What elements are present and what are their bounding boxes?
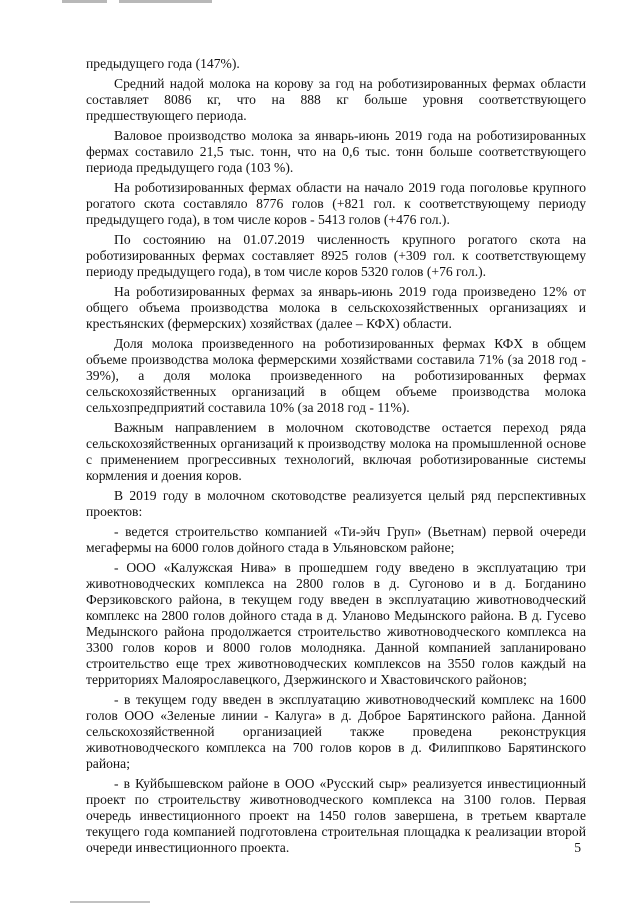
list-item-th-group: - ведется строительство компанией «Ти-эйч Груп» (Вьетнам) первой очереди мегафермы на 6000 голов дойного стада в Ульяновском районе; bbox=[86, 524, 586, 555]
paragraph-production-share: На роботизированных фермах за январь-июнь 2019 года произведено 12% от общего объема производства молока в сельскохозяйственных организациях и крестьянских (фермерских) хозяйствах (далее – КФХ) области. bbox=[86, 284, 586, 331]
paragraph-kfh-share: Доля молока произведенного на роботизированных фермах КФХ в общем объеме производства молока фермерскими хозяйствами составила 71% (за 2018 год - 39%), а доля молока произведенного на роботизированных фермах сельскохозяйственных организаций в общем объеме производства молока сельхозпредприятий составила 10% (за 2018 год - 11%). bbox=[86, 336, 586, 415]
paragraph-gross-production: Валовое производство молока за январь-июнь 2019 года на роботизированных фермах составило 21,5 тыс. тонн, что на 0,6 тыс. тонн больше соответствующего периода предыдущего года (103 %). bbox=[86, 128, 586, 175]
list-item-russkiy-syr: - в Куйбышевском районе в ООО «Русский сыр» реализуется инвестиционный проект по строительству животноводческого комплекса на 3100 голов. Первая очередь инвестиционного проект на 1450 голов завершена, в третьем квартале текущего года компанией подготовлена строительная площадка к реализации второй очереди инвестиционного проекта. bbox=[86, 776, 586, 855]
document-body bbox=[86, 56, 586, 860]
paragraph-continuation: предыдущего года (147%). bbox=[86, 56, 240, 71]
scan-artifact-bottom bbox=[70, 901, 150, 903]
page-number: 5 bbox=[574, 840, 581, 855]
paragraph-important-direction: Важным направлением в молочном скотоводстве остается переход ряда сельскохозяйственных организаций к производству молока на промышленной основе с применением прогрессивных технологий, включая роботизированные системы кормления и доения коров. bbox=[86, 420, 586, 483]
list-item-kaluzhskaya-niva: - ООО «Калужская Нива» в прошедшем году введено в эксплуатацию три животноводческих комплекса на 2800 голов в д. Сугоново и в д. Богданино Ферзиковского района, в текущем году введен в эксплуатацию животноводческий комплекс на 2800 голов дойного стада в д. Уланово Медынского района. В д. Гусево Медынского района продолжается строительство животноводческого комплекса на 3300 голов коров и 8000 голов молодняка. Данной компанией запланировано строительство еще трех животноводческих комплексов на 3550 голов каждый на территориях Малоярославецкого, Дзержинского и Хвастовичского районов; bbox=[86, 560, 586, 687]
paragraph-projects-intro: В 2019 году в молочном скотоводстве реализуется целый ряд перспективных проектов: bbox=[86, 488, 586, 519]
paragraph-livestock-start-year: На роботизированных фермах области на начало 2019 года поголовье крупного рогатого скота составляло 8776 голов (+821 гол. к соответствующему периоду предыдущего года), в том числе коров - 5413 голов (+476 гол.). bbox=[86, 180, 586, 227]
list-item-zelenye-linii: - в текущем году введен в эксплуатацию животноводческий комплекс на 1600 голов ООО «Зеленые линии - Калуга» в д. Доброе Барятинского района. Данной сельскохозяйственной организацией также проведена реконструкция животноводческого комплекса на 700 голов коров в д. Филиппково Барятинского района; bbox=[86, 692, 586, 771]
paragraph-livestock-july: По состоянию на 01.07.2019 численность крупного рогатого скота на роботизированных фермах составляет 8925 голов (+309 гол. к соответствующему периоду предыдущего года), в том числе коров 5320 голов (+76 гол.). bbox=[86, 232, 586, 279]
paragraph-milk-yield: Средний надой молока на корову за год на роботизированных фермах области составляет 8086 кг, что на 888 кг больше уровня соответствующего предшествующего периода. bbox=[86, 76, 586, 123]
scan-artifact-top bbox=[62, 0, 212, 3]
